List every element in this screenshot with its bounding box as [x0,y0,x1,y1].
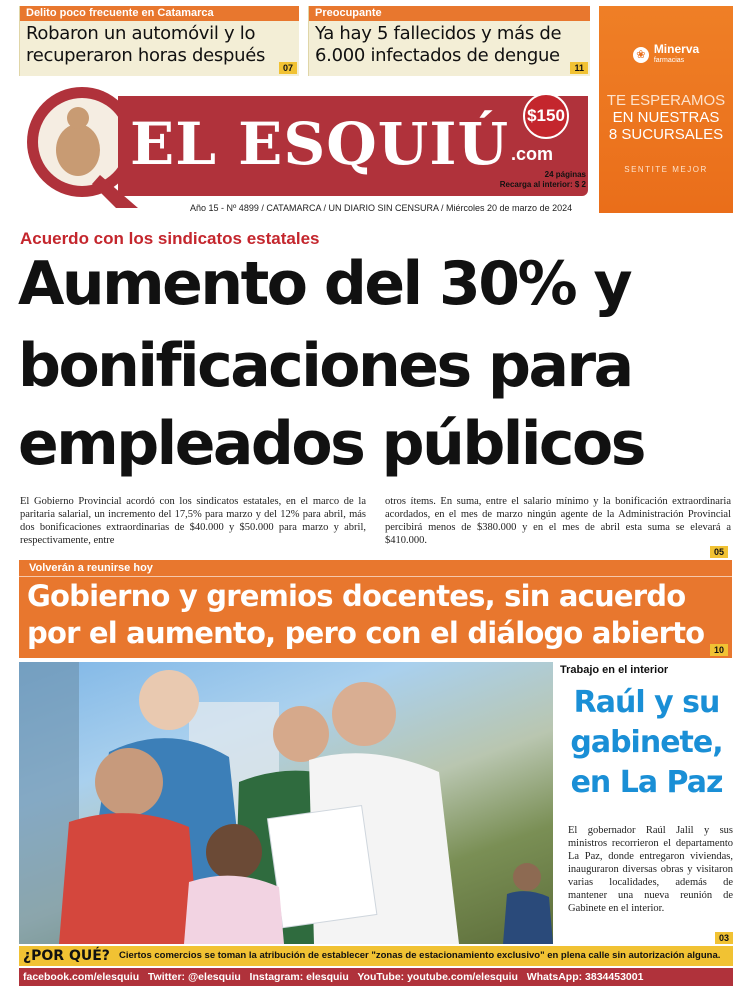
teachers-story[interactable] [19,560,732,658]
dateline: Año 15 - Nº 4899 / CATAMARCA / UN DIARIO SIN CENSURA / Miércoles 20 de marzo de 2024 [190,203,573,213]
lead-kicker: Acuerdo con los sindicatos estatales [20,229,320,248]
pages-count: 24 páginas [544,170,586,179]
teaser-title: Robaron un automóvil y lo recuperaron horas después [26,23,266,66]
side-headline-line-2: gabinete, [570,725,723,760]
teaser-dengue[interactable] [308,6,590,76]
surcharge: Recarga al interior: $ 2 [499,180,586,189]
ad-line-3: 8 SUCURSALES [608,126,724,143]
lead-headline-line-2: bonificaciones para [18,331,632,401]
minerva-logo [599,44,733,66]
lead-body-col-1: El Gobierno Provincial acordó con los sindicatos estatales, en el marco de la paritaria salarial, un incremento del 17,5% para marzo y del 12% para abril, más dos bonificaciones extraordinarias de $40.000 y $50.000 para marzo y abril, respectivamente, entre [20,496,366,546]
side-headline [560,686,733,800]
teaser-robbery[interactable] [19,6,299,76]
footer-twitter[interactable]: Twitter: @elesquiu [147,971,241,983]
page-number: 03 [715,932,733,944]
side-headline-line-3: en La Paz [570,765,723,800]
ad-tagline: SENTITE MEJOR [624,165,708,174]
page-number: 10 [710,644,728,656]
teachers-headline-line-2: por el aumento, pero con el diálogo abierto [27,616,705,650]
footer-facebook[interactable]: facebook.com/elesquiu [23,971,140,983]
footer-youtube[interactable]: YouTube: youtube.com/elesquiu [357,971,518,983]
teachers-headline-line-1: Gobierno y gremios docentes, sin acuerdo [27,579,686,613]
side-body: El gobernador Raúl Jalil y sus ministros recorrieron el departamento La Paz, donde entregaron viviendas, inauguraron diversas obras y visitaron varias localidades, además de mantener una nueva reunión de Gabinete en el interior. [568,825,733,914]
page-number: 05 [710,546,728,558]
ad-brand-sub: farmacias [653,57,685,64]
ad-brand: Minerva [653,42,700,56]
social-footer [19,968,733,986]
lapaz-story[interactable] [560,662,733,944]
page-number: 11 [570,62,588,74]
group-photo-icon [19,662,553,944]
teaser-kicker: Preocupante [309,6,590,21]
lead-headline-line-1: Aumento del 30% y [18,249,631,319]
leaf-icon: ❀ [633,47,649,63]
teaser-title: Ya hay 5 fallecidos y más de 6.000 infectados de dengue [315,23,562,66]
lead-headline[interactable] [18,249,738,479]
page-number: 07 [279,62,297,74]
porque-text: Ciertos comercios se toman la atribución de establecer "zonas de estacionamiento exclusivo" en plena calle sin autorización alguna. [119,950,721,961]
teachers-kicker: Volverán a reunirse hoy [29,562,153,574]
price-badge [523,93,569,139]
ad-line-2: EN NUESTRAS [612,109,720,126]
footer-instagram[interactable]: Instagram: elesquiu [249,971,349,983]
lead-body-col-2: otros ítems. En suma, entre el salario mínimo y la bonificación extraordinaria acordados, en el mes de marzo ningún agente de la Administración Provincial percibirá menos de $380.000 y en el mes de abril esta suma se elevará a $410.000. [385,496,731,546]
price-value: $150 [527,106,565,125]
masthead-title: EL ESQUIÚ [130,110,510,178]
lead-headline-line-3: empleados públicos [18,409,644,479]
porque-bar[interactable] [19,946,733,966]
side-kicker: Trabajo en el interior [560,664,669,676]
teaser-kicker: Delito poco frecuente en Catamarca [20,6,299,21]
side-headline-line-1: Raúl y su [573,685,720,720]
footer-whatsapp[interactable]: WhatsApp: 3834453001 [526,971,644,983]
masthead-dotcom: .com [511,144,554,164]
lapaz-photo [19,662,553,944]
porque-label: ¿POR QUÉ? [23,948,110,964]
ad-line-1: TE ESPERAMOS [606,92,726,109]
minerva-ad[interactable] [599,6,733,213]
